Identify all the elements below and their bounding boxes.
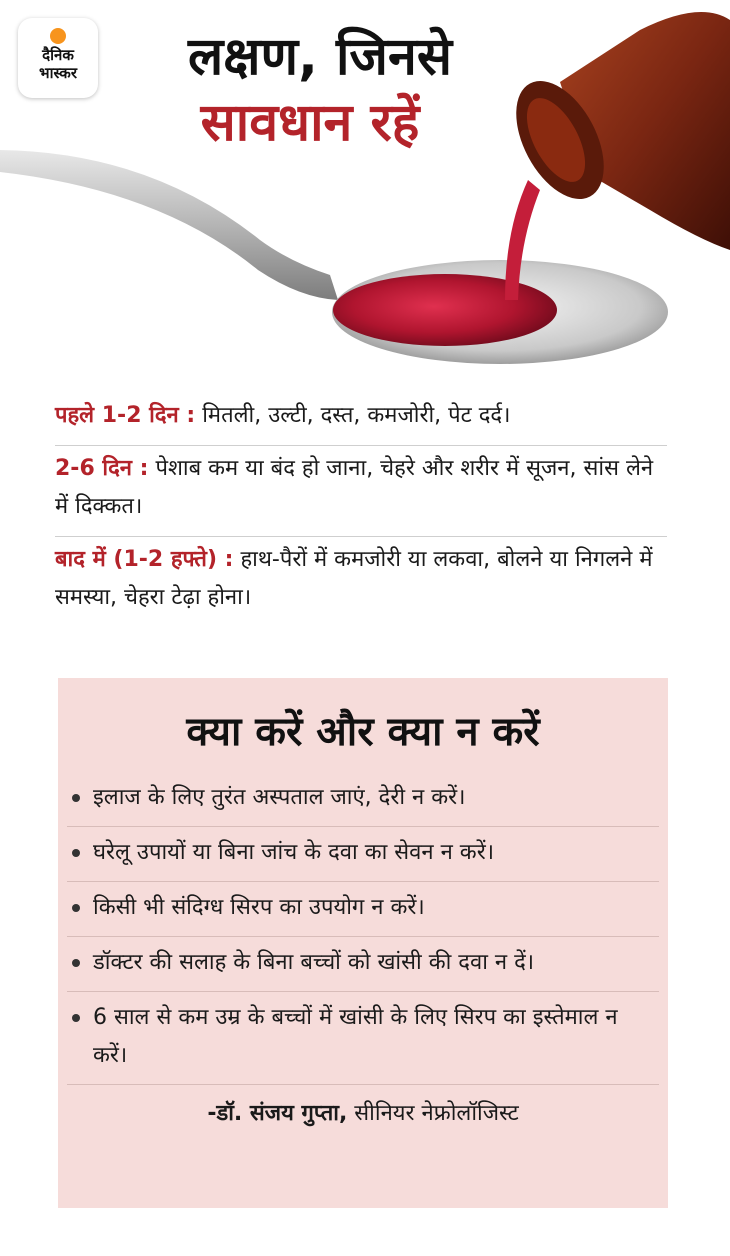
headline (110, 24, 530, 156)
list-item (67, 772, 659, 827)
symptom-stage-text: हाथ-पैरों में कमजोरी या लकवा, बोलने या निगलने में समस्या, चेहरा टेढ़ा होना। (55, 547, 653, 610)
expert-role: सीनियर नेफ्रोलॉजिस्ट (347, 1101, 519, 1126)
symptom-stage-text: मितली, उल्टी, दस्त, कमजोरी, पेट दर्द। (195, 403, 511, 428)
sun-dot-icon (50, 28, 66, 44)
list-item (67, 937, 659, 992)
list-item-text: डॉक्टर की सलाह के बिना बच्चों को खांसी की दवा न दें। (93, 950, 535, 975)
bullet-icon (72, 904, 80, 912)
list-item (67, 992, 659, 1085)
symptom-stage (55, 393, 667, 446)
list-item-text: किसी भी संदिग्ध सिरप का उपयोग न करें। (93, 895, 425, 920)
expert-credit (58, 1095, 668, 1133)
bullet-icon (72, 1014, 80, 1022)
list-item-text: 6 साल से कम उम्र के बच्चों में खांसी के लिए सिरप का इस्तेमाल न करें। (93, 1005, 618, 1068)
symptoms-section (55, 393, 667, 627)
list-item (67, 827, 659, 882)
bullet-icon (72, 794, 80, 802)
symptom-stage-label: बाद में (1-2 हफ्ते) : (55, 547, 234, 572)
dos-donts-list (67, 772, 659, 1085)
symptom-stage-label: 2-6 दिन : (55, 456, 149, 481)
list-item-text: इलाज के लिए तुरंत अस्पताल जाएं, देरी न करें। (93, 785, 466, 810)
symptom-stage-label: पहले 1-2 दिन : (55, 403, 196, 428)
bullet-icon (72, 959, 80, 967)
symptom-stage (55, 446, 667, 537)
syrup-pool (333, 274, 557, 346)
symptom-stage (55, 537, 667, 627)
headline-line2: सावधान रहें (200, 93, 420, 153)
expert-name: -डॉ. संजय गुप्ता, (207, 1101, 348, 1126)
spoon-handle (0, 150, 338, 300)
logo-text-line1: दैनिक (42, 46, 74, 64)
bullet-icon (72, 849, 80, 857)
symptom-stage-text: पेशाब कम या बंद हो जाना, चेहरे और शरीर में सूजन, सांस लेने में दिक्कत। (55, 456, 654, 519)
dos-donts-box (58, 678, 668, 1208)
dainik-bhaskar-logo (18, 18, 98, 98)
list-item (67, 882, 659, 937)
dos-donts-title: क्या करें और क्या न करें (186, 709, 540, 755)
logo-text-line2: भास्कर (39, 64, 77, 82)
headline-line1: लक्षण, जिनसे (187, 27, 453, 87)
list-item-text: घरेलू उपायों या बिना जांच के दवा का सेवन न करें। (93, 840, 495, 865)
